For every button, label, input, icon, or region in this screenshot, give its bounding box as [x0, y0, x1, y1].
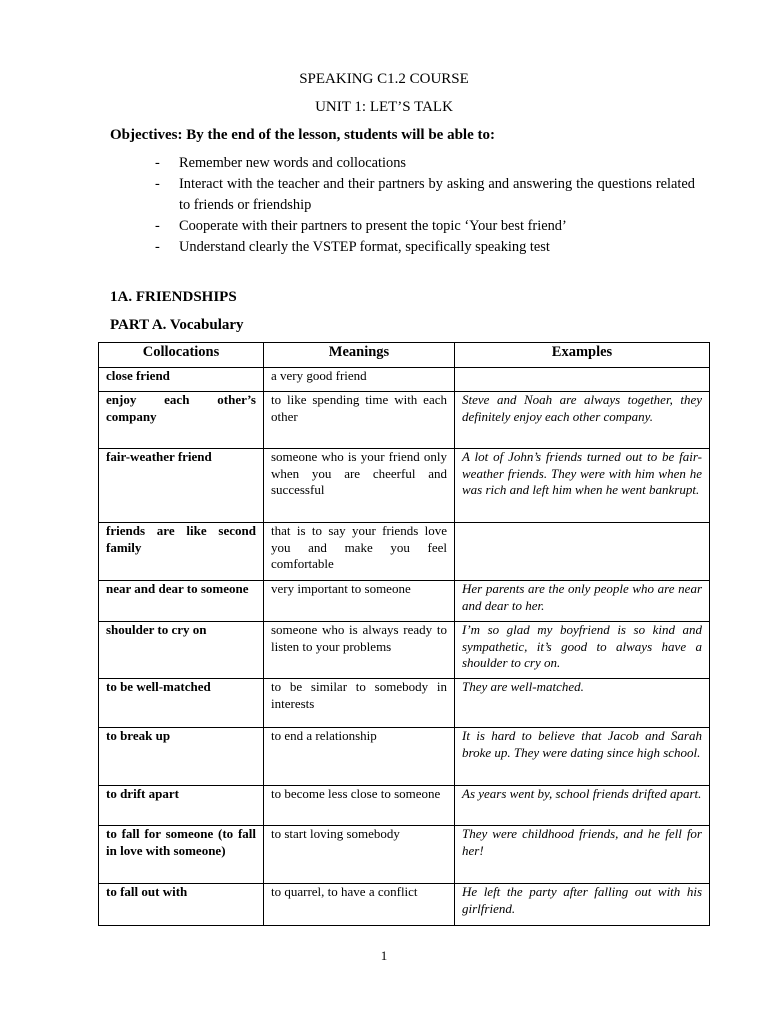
page-number: 1: [380, 948, 388, 963]
table-row: [99, 679, 710, 728]
bullet-dash: -: [155, 218, 160, 234]
meaning-cell: someone who is always ready to listen to your problems: [264, 622, 455, 679]
meaning-cell: someone who is your friend only when you are cheerful and successful: [264, 449, 455, 523]
table-row: [99, 786, 710, 826]
example-cell: He left the party after falling out with his girlfriend.: [455, 884, 710, 926]
meaning-cell: to be similar to somebody in interests: [264, 679, 455, 728]
example-cell: It is hard to believe that Jacob and Sarah broke up. They were dating since high school.: [455, 728, 710, 786]
meaning-cell: to become less close to someone: [264, 786, 455, 826]
meaning-cell: very important to someone: [264, 581, 455, 622]
unit-title: UNIT 1: LET’S TALK: [315, 99, 453, 115]
collocation-cell: close friend: [99, 368, 264, 392]
example-cell: [455, 368, 710, 392]
objective-item: [155, 153, 695, 174]
example-cell: As years went by, school friends drifted apart.: [455, 786, 710, 826]
example-cell: I’m so glad my boyfriend is so kind and sympathetic, it’s good to always have a shoulder to cry on.: [455, 622, 710, 679]
table-header-row: [99, 343, 710, 368]
part-heading: PART A. Vocabulary: [110, 317, 244, 333]
collocation-cell: friends are like second family: [99, 523, 264, 581]
collocation-cell: to fall out with: [99, 884, 264, 926]
collocation-cell: near and dear to someone: [99, 581, 264, 622]
objective-text: Cooperate with their partners to present the topic ‘Your best friend’: [179, 218, 567, 234]
objective-item: [155, 237, 695, 258]
example-cell: They are well-matched.: [455, 679, 710, 728]
table-row: [99, 523, 710, 581]
bullet-dash: -: [155, 155, 160, 171]
vocabulary-table: [98, 342, 710, 926]
objective-text: Understand clearly the VSTEP format, specifically speaking test: [179, 239, 550, 255]
meaning-cell: to quarrel, to have a conflict: [264, 884, 455, 926]
example-cell: [455, 523, 710, 581]
collocation-cell: to drift apart: [99, 786, 264, 826]
collocation-cell: to fall for someone (to fall in love with someone): [99, 826, 264, 884]
course-title: SPEAKING C1.2 COURSE: [299, 71, 469, 87]
collocation-cell: fair-weather friend: [99, 449, 264, 523]
collocation-cell: to break up: [99, 728, 264, 786]
header-examples: Examples: [455, 343, 710, 368]
meaning-cell: that is to say your friends love you and make you feel comfortable: [264, 523, 455, 581]
section-heading: 1A. FRIENDSHIPS: [110, 289, 237, 305]
meaning-cell: to start loving somebody: [264, 826, 455, 884]
objectives-list: [155, 153, 695, 258]
table-row: [99, 449, 710, 523]
collocation-cell: to be well-matched: [99, 679, 264, 728]
objective-text: Remember new words and collocations: [179, 155, 406, 171]
header-collocations: Collocations: [99, 343, 264, 368]
example-cell: They were childhood friends, and he fell for her!: [455, 826, 710, 884]
example-cell: Her parents are the only people who are near and dear to her.: [455, 581, 710, 622]
header-meanings: Meanings: [264, 343, 455, 368]
objective-item: [155, 216, 695, 237]
objectives-heading: Objectives: By the end of the lesson, students will be able to:: [110, 127, 495, 143]
table-row: [99, 392, 710, 449]
collocation-cell: shoulder to cry on: [99, 622, 264, 679]
table-row: [99, 581, 710, 622]
example-cell: A lot of John’s friends turned out to be fair-weather friends. They were with him when he was rich and left him when he went bankrupt.: [455, 449, 710, 523]
objective-item: [155, 174, 695, 216]
meaning-cell: to like spending time with each other: [264, 392, 455, 449]
table-row: [99, 728, 710, 786]
table-row: [99, 826, 710, 884]
table-row: [99, 368, 710, 392]
bullet-dash: -: [155, 176, 160, 192]
table-row: [99, 622, 710, 679]
meaning-cell: a very good friend: [264, 368, 455, 392]
example-cell: Steve and Noah are always together, they definitely enjoy each other company.: [455, 392, 710, 449]
bullet-dash: -: [155, 239, 160, 255]
table-row: [99, 884, 710, 926]
collocation-cell: enjoy each other’s company: [99, 392, 264, 449]
objective-text: Interact with the teacher and their partners by asking and answering the questions related to friends or friendship: [179, 176, 695, 213]
meaning-cell: to end a relationship: [264, 728, 455, 786]
